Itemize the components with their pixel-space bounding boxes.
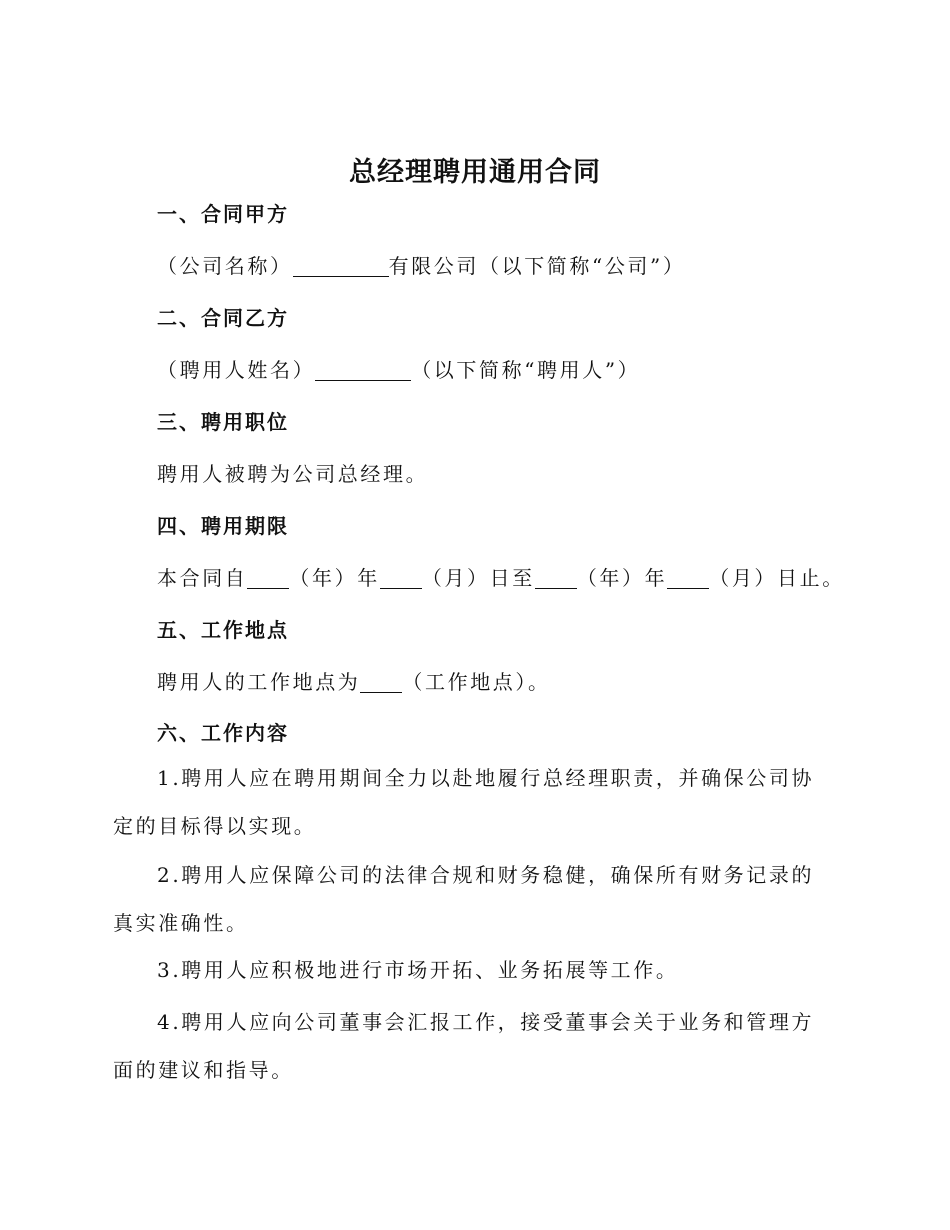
position-text: 聘用人被聘为公司总经理。	[157, 462, 429, 486]
end-month-blank	[667, 568, 709, 589]
party-b-line	[157, 354, 640, 383]
section-heading-party-a: 一、合同甲方	[157, 202, 289, 226]
document-title: 总经理聘用通用合同	[349, 157, 601, 188]
end-year-blank	[535, 568, 577, 589]
location-suffix: （工作地点）。	[402, 670, 551, 694]
term-text-2: （年）年	[289, 566, 380, 590]
duty-item-1: 1.聘用人应在聘用期间全力以赴地履行总经理职责，并确保公司协定的目标得以实现。	[113, 766, 815, 838]
section-heading-position: 三、聘用职位	[157, 410, 289, 434]
section-heading-term: 四、聘用期限	[157, 514, 289, 538]
start-year-blank	[247, 568, 289, 589]
duty-item-4: 4.聘用人应向公司董事会汇报工作，接受董事会关于业务和管理方面的建议和指导。	[113, 1010, 815, 1082]
company-name-blank	[293, 256, 389, 277]
term-line	[157, 562, 845, 591]
section-heading-location: 五、工作地点	[157, 618, 289, 642]
term-text-4: （年）年	[576, 566, 668, 590]
party-b-prefix: （聘用人姓名）	[157, 358, 316, 382]
location-prefix: 聘用人的工作地点为	[157, 670, 361, 694]
section-heading-party-b: 二、合同乙方	[157, 306, 289, 330]
party-a-suffix: 有限公司（以下简称“公司”）	[388, 254, 686, 278]
employee-name-blank	[315, 360, 411, 381]
party-b-suffix: （以下简称“聘用人”）	[411, 358, 641, 382]
party-a-line	[157, 250, 685, 279]
location-line	[157, 666, 551, 695]
party-a-prefix: （公司名称）	[157, 254, 293, 278]
term-text-5: （月）日止。	[709, 566, 845, 590]
start-month-blank	[380, 568, 422, 589]
duty-item-2: 2.聘用人应保障公司的法律合规和财务稳健，确保所有财务记录的真实准确性。	[113, 863, 815, 935]
location-blank	[360, 672, 402, 693]
term-text-3: （月）日至	[421, 566, 535, 590]
term-text-1: 本合同自	[157, 566, 248, 590]
section-heading-duties: 六、工作内容	[157, 721, 289, 745]
duty-item-3: 3.聘用人应积极地进行市场开拓、业务拓展等工作。	[157, 958, 679, 982]
